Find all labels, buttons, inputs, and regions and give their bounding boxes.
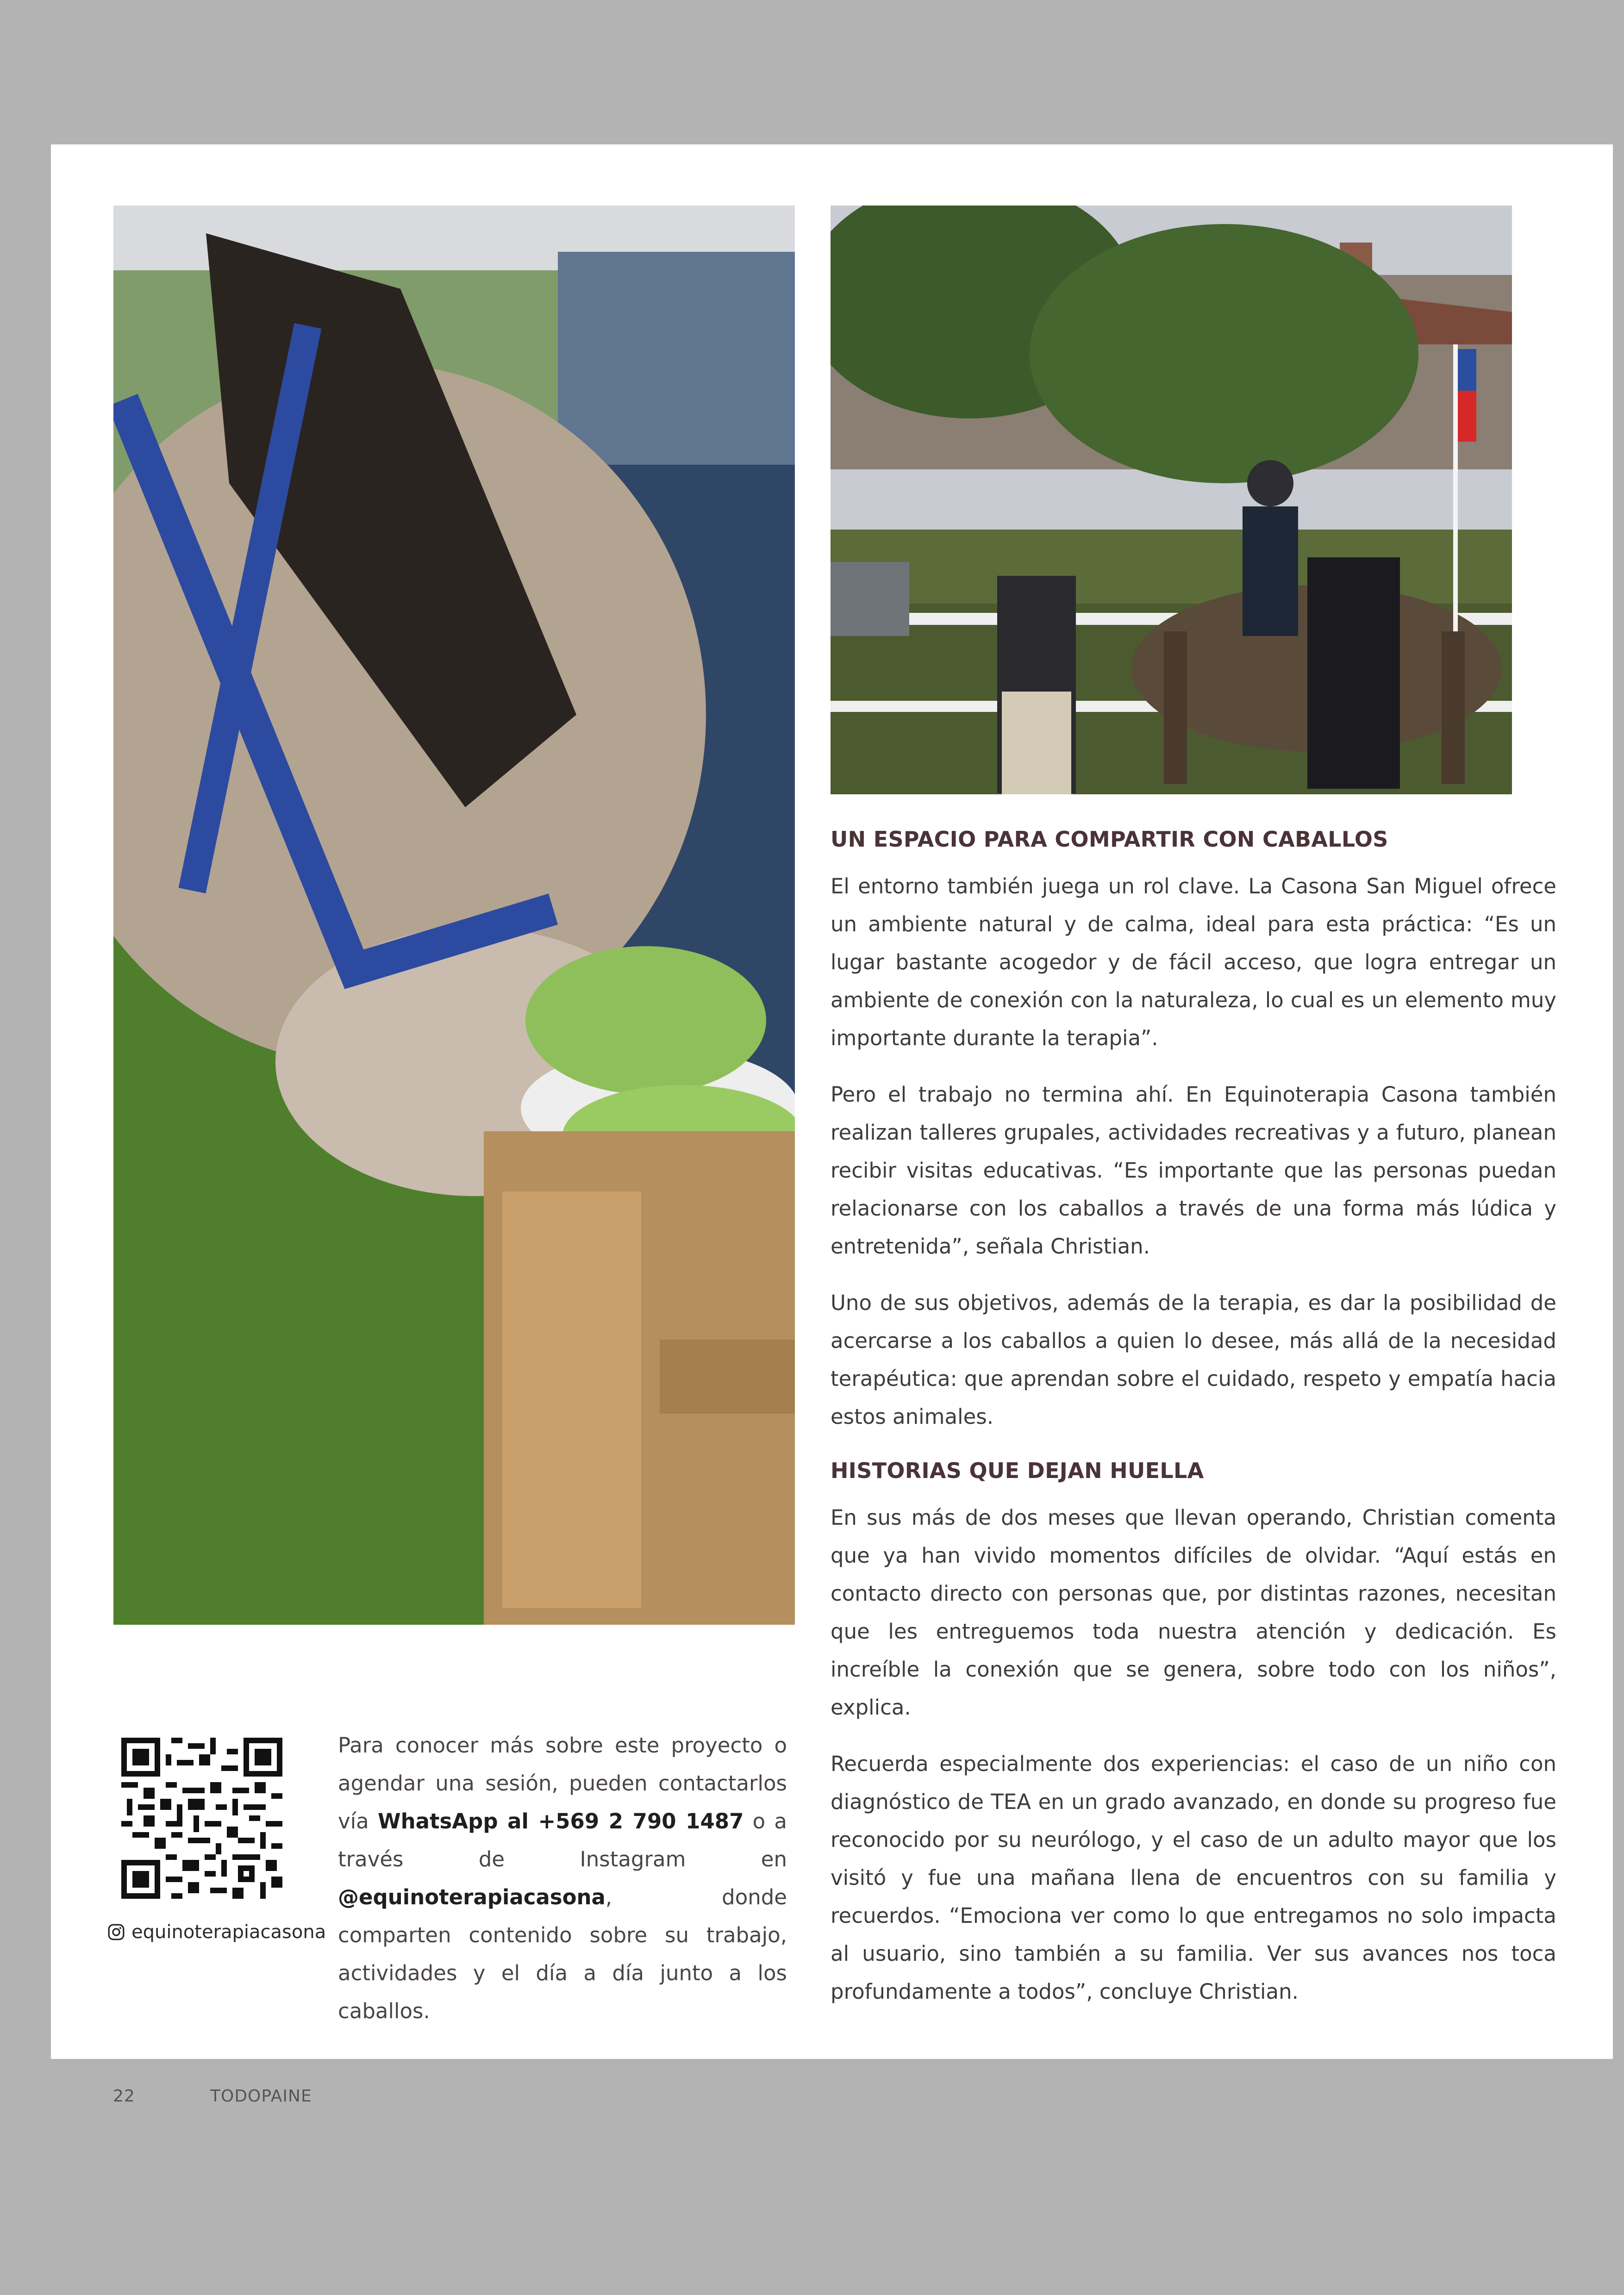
instagram-handle[interactable] [107, 1921, 326, 1943]
instagram-handle-text: equinoterapiacasona [131, 1921, 326, 1943]
paragraph: En sus más de dos meses que llevan operando, Christian comenta que ya han vivido momentos difíciles de olvidar. “Aquí estás en contacto directo con personas que, por distintas razones, necesitan que les entreguemos toda nuestra atención y dedicación. Es increíble la conexión que se genera, sobre todo con los niños”, explica. [831, 1505, 1556, 1720]
paragraph: Recuerda especialmente dos experiencias: el caso de un niño con diagnóstico de TEA en un grado avanzado, en donde su progreso fue reconocido por su neurólogo, y el caso de un adulto mayor que los visitó y fue una mañana llena de encuentros con su familia y recuerdos. “Emociona ver como lo que entregamos no solo impacta al usuario, sino también a su familia. Ver sus avances nos toca profundamente a todos”, concluye Christian. [831, 1752, 1556, 2004]
contact-paragraph [338, 1727, 787, 2030]
section-heading-historias: HISTORIAS QUE DEJAN HUELLA [831, 1458, 1204, 1483]
whatsapp-number[interactable]: WhatsApp al +569 2 790 1487 [377, 1809, 744, 1834]
contact-middle: o a través de Instagram en [338, 1809, 787, 1871]
instagram-account[interactable]: @equinoterapiacasona [338, 1885, 606, 1909]
instagram-icon [107, 1923, 125, 1941]
paragraph: Pero el trabajo no termina ahí. En Equinoterapia Casona también realizan talleres grupales, actividades recreativas y a futuro, planean recibir visitas educativas. “Es importante que las personas puedan relacionarse con los caballos a través de una forma más lúdica y entretenida”, señala Christian. [831, 1082, 1556, 1259]
paragraph: Uno de sus objetivos, además de la terapia, es dar la posibilidad de acercarse a los caballos a quien lo desee, más allá de la necesidad terapéutica: que aprendan sobre el cuidado, respeto y empatía hacia estos animales. [831, 1291, 1556, 1429]
magazine-name: TODOPAINE [210, 2087, 312, 2106]
riders-casona-photo [831, 206, 1512, 794]
section-heading-espacio: UN ESPACIO PARA COMPARTIR CON CABALLOS [831, 827, 1388, 852]
contact-outro: , donde comparten contenido sobre su trabajo, actividades y el día a día junto a los caballos. [338, 1885, 787, 2023]
contact-intro: Para conocer más sobre este proyecto o agendar una sesión, pueden contactarlos vía [338, 1733, 787, 1834]
horse-eating-photo [113, 206, 795, 1625]
qr-code[interactable] [121, 1738, 282, 1899]
paragraph: El entorno también juega un rol clave. La Casona San Miguel ofrece un ambiente natural y de calma, ideal para esta práctica: “Es un lugar bastante acogedor y de fácil acceso, que logra entregar un ambiente de conexión con la naturaleza, lo cual es un elemento muy importante durante la terapia”. [831, 874, 1556, 1050]
page-number: 22 [113, 2087, 135, 2106]
magazine-page [51, 144, 1613, 2059]
article-body [831, 823, 1556, 2011]
